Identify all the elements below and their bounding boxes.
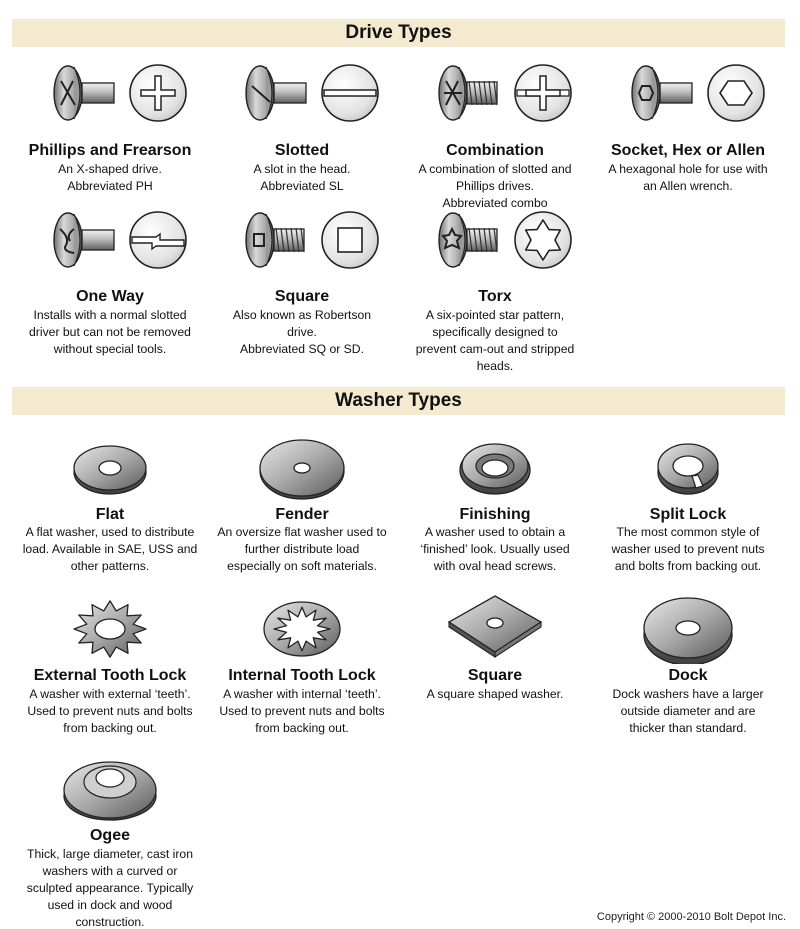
drive-description: Installs with a normal slotted driver but can not be removed without special tools.	[29, 308, 191, 356]
torx-screw-icon	[395, 205, 595, 277]
washer-title: Ogee	[89, 827, 130, 844]
washer-description: Thick, large diameter, cast iron washers with a curved or sculpted appearance. Typically used in dock and wood construction.	[26, 847, 194, 929]
drive-types-header: Drive Types	[12, 19, 785, 47]
drive-title: Socket, Hex or Allen	[610, 142, 766, 159]
drive-title: Combination	[446, 142, 544, 159]
drive-title: Slotted	[274, 142, 330, 159]
washer-title: Dock	[668, 667, 708, 684]
phillips-screw-icon	[10, 58, 210, 130]
drive-description: A hexagonal hole for use with an Allen wrench.	[608, 162, 768, 193]
copyright-notice: Copyright © 2000-2010 Bolt Depot Inc.	[596, 911, 786, 923]
drive-description: An X-shaped drive. Abbreviated PH	[58, 162, 162, 193]
drive-description: Also known as Robertson drive. Abbreviated SQ or SD.	[232, 308, 372, 356]
washer-types-header: Washer Types	[12, 387, 785, 415]
washer-description: A flat washer, used to distribute load. Available in SAE, USS and other patterns.	[22, 525, 198, 573]
washer-description: An oversize flat washer used to further distribute load especially on soft materials.	[217, 525, 387, 573]
washer-description: Dock washers have a larger outside diameter and are thicker than standard.	[612, 687, 764, 735]
flat-washer-icon	[10, 432, 210, 504]
split-lock-washer-icon	[588, 432, 788, 504]
drive-title: Phillips and Frearson	[28, 142, 192, 159]
washer-title: Flat	[95, 506, 125, 523]
external-tooth-lock-washer-icon	[10, 592, 210, 664]
square-drive-screw-icon	[202, 205, 402, 277]
square-washer-icon	[395, 592, 595, 664]
ogee-washer-icon	[10, 752, 210, 824]
washer-description: A washer with internal ‘teeth’. Used to prevent nuts and bolts from backing out.	[219, 687, 385, 735]
finishing-washer-icon	[395, 432, 595, 504]
washer-title: Finishing	[459, 506, 531, 523]
washer-title: Internal Tooth Lock	[228, 667, 376, 684]
one-way-screw-icon	[10, 205, 210, 277]
fender-washer-icon	[202, 432, 402, 504]
drive-description: A slot in the head. Abbreviated SL	[253, 162, 351, 193]
internal-tooth-lock-washer-icon	[202, 592, 402, 664]
washer-title: External Tooth Lock	[33, 667, 187, 684]
drive-title: Torx	[478, 288, 512, 305]
washer-description: The most common style of washer used to prevent nuts and bolts from backing out.	[611, 525, 765, 573]
washer-title: Fender	[275, 506, 329, 523]
washer-description: A washer with external ‘teeth’. Used to prevent nuts and bolts from backing out.	[27, 687, 193, 735]
slotted-screw-icon	[202, 58, 402, 130]
washer-description: A washer used to obtain a ‘finished’ look. Usually used with oval head screws.	[420, 525, 570, 573]
drive-description: A combination of slotted and Phillips drives. Abbreviated combo	[418, 162, 572, 210]
washer-description: A square shaped washer.	[426, 687, 564, 701]
drive-description: A six-pointed star pattern, specifically designed to prevent cam-out and stripped heads.	[415, 308, 575, 373]
dock-washer-icon	[588, 592, 788, 664]
drive-title: One Way	[76, 288, 144, 305]
hex-socket-screw-icon	[588, 58, 788, 130]
washer-title: Split Lock	[649, 506, 727, 523]
washer-title: Square	[467, 667, 523, 684]
combination-screw-icon	[395, 58, 595, 130]
drive-title: Square	[274, 288, 330, 305]
